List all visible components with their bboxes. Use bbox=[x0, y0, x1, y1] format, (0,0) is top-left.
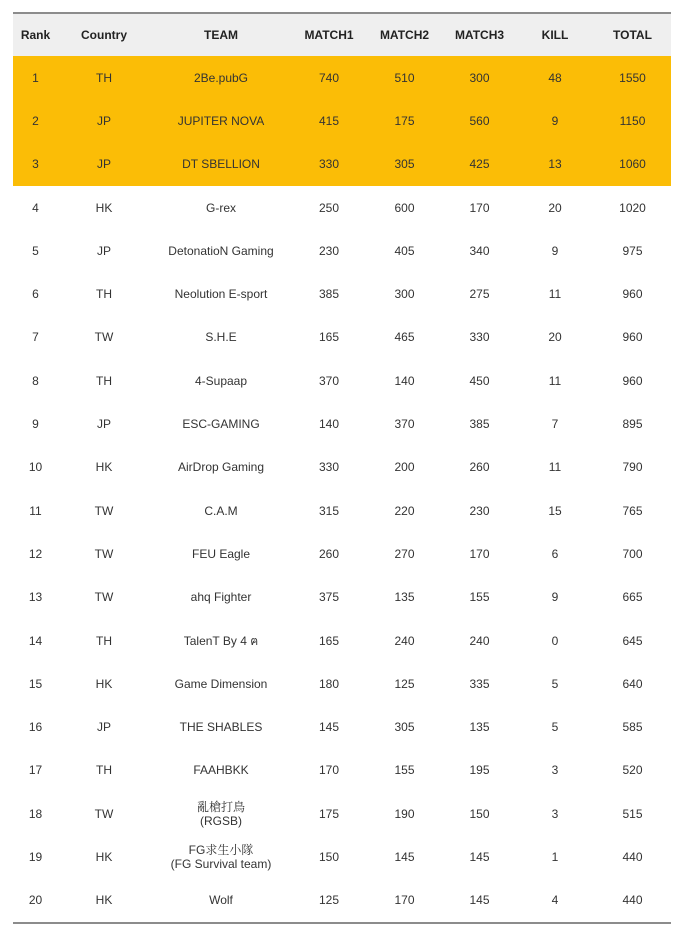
cell-match3: 335 bbox=[469, 676, 490, 691]
cell-match2: 405 bbox=[394, 243, 415, 258]
cell-total: 640 bbox=[622, 676, 643, 691]
table-row bbox=[13, 705, 671, 748]
cell-total: 960 bbox=[622, 287, 643, 302]
cell-match1: 170 bbox=[318, 763, 340, 778]
cell-rank: 16 bbox=[28, 720, 43, 735]
header-total: TOTAL bbox=[613, 28, 652, 42]
cell-rank: 17 bbox=[28, 763, 43, 778]
cell-match2: 170 bbox=[394, 893, 415, 908]
table-row bbox=[13, 489, 671, 532]
cell-total: 585 bbox=[622, 720, 643, 735]
cell-team: Game Dimension bbox=[174, 676, 268, 691]
table-row bbox=[13, 229, 671, 272]
cell-match1: 385 bbox=[318, 287, 340, 302]
cell-rank: 1 bbox=[32, 70, 39, 85]
cell-match1: 330 bbox=[318, 157, 340, 172]
cell-kill: 13 bbox=[548, 157, 562, 172]
cell-team bbox=[150, 835, 292, 878]
table-bottom-rule bbox=[13, 922, 671, 924]
table-row bbox=[13, 272, 671, 315]
cell-match3: 170 bbox=[469, 200, 490, 215]
cell-team: Neolution E-sport bbox=[174, 287, 268, 302]
cell-country: TH bbox=[96, 287, 112, 302]
cell-kill: 11 bbox=[548, 373, 562, 388]
cell-rank: 3 bbox=[32, 157, 39, 172]
team-name-subtitle: (FG Survival team) bbox=[170, 856, 272, 871]
cell-match1: 370 bbox=[318, 373, 340, 388]
cell-country: TW bbox=[94, 806, 114, 821]
cell-team: Wolf bbox=[209, 893, 233, 908]
cell-kill: 9 bbox=[551, 243, 559, 258]
cell-rank: 11 bbox=[29, 503, 42, 518]
cell-total: 1150 bbox=[619, 113, 646, 128]
cell-rank: 19 bbox=[28, 849, 43, 864]
cell-team: JUPITER NOVA bbox=[177, 113, 265, 128]
cell-kill: 1 bbox=[551, 849, 559, 864]
cell-total: 765 bbox=[622, 503, 643, 518]
cell-kill: 3 bbox=[551, 763, 559, 778]
cell-match1: 125 bbox=[318, 893, 340, 908]
cell-match3: 145 bbox=[469, 849, 490, 864]
cell-total: 515 bbox=[622, 806, 643, 821]
cell-match3: 260 bbox=[469, 460, 490, 475]
cell-match2: 510 bbox=[394, 70, 415, 85]
cell-team: FEU Eagle bbox=[191, 546, 251, 561]
cell-kill: 5 bbox=[551, 720, 559, 735]
cell-match3: 230 bbox=[469, 503, 490, 518]
header-kill: KILL bbox=[541, 28, 569, 42]
cell-match1: 175 bbox=[318, 806, 340, 821]
cell-team bbox=[150, 792, 292, 835]
cell-total: 1020 bbox=[619, 200, 646, 215]
cell-rank: 9 bbox=[32, 417, 39, 432]
cell-team: AirDrop Gaming bbox=[177, 460, 265, 475]
cell-match2: 600 bbox=[394, 200, 415, 215]
cell-match2: 305 bbox=[394, 157, 415, 172]
cell-match1: 415 bbox=[318, 113, 340, 128]
cell-total: 665 bbox=[622, 590, 643, 605]
cell-total: 700 bbox=[622, 546, 643, 561]
cell-match2: 370 bbox=[394, 417, 415, 432]
cell-match3: 300 bbox=[469, 70, 490, 85]
cell-country: HK bbox=[95, 893, 113, 908]
cell-kill: 11 bbox=[548, 460, 562, 475]
table-row bbox=[13, 99, 671, 142]
cell-match2: 190 bbox=[394, 806, 415, 821]
cell-country: TH bbox=[96, 373, 112, 388]
table-body bbox=[13, 56, 671, 922]
cell-kill: 6 bbox=[551, 546, 559, 561]
cell-country: JP bbox=[96, 157, 111, 172]
table-row bbox=[13, 792, 671, 835]
table-row bbox=[13, 749, 671, 792]
cell-country: TH bbox=[96, 763, 112, 778]
table-row bbox=[13, 143, 671, 186]
cell-match2: 200 bbox=[394, 460, 415, 475]
table-row bbox=[13, 186, 671, 229]
table-row bbox=[13, 576, 671, 619]
cell-kill: 4 bbox=[551, 893, 559, 908]
table-header-row bbox=[13, 14, 671, 56]
cell-match2: 305 bbox=[394, 720, 415, 735]
cell-country: JP bbox=[96, 243, 111, 258]
cell-total: 1060 bbox=[619, 157, 646, 172]
cell-total: 960 bbox=[622, 373, 643, 388]
table-row bbox=[13, 835, 671, 878]
cell-match2: 465 bbox=[394, 330, 415, 345]
cell-match3: 340 bbox=[469, 243, 490, 258]
table-row bbox=[13, 662, 671, 705]
cell-kill: 7 bbox=[551, 417, 559, 432]
cell-team: ESC-GAMING bbox=[182, 417, 260, 432]
cell-team: FAAHBKK bbox=[193, 763, 249, 778]
cell-match2: 270 bbox=[394, 546, 415, 561]
table-row bbox=[13, 56, 671, 99]
cell-kill: 9 bbox=[551, 590, 559, 605]
team-name: 亂槍打鳥 bbox=[196, 799, 245, 814]
cell-country: HK bbox=[95, 460, 113, 475]
cell-rank: 13 bbox=[28, 590, 43, 605]
table-row bbox=[13, 532, 671, 575]
cell-team: DT SBELLION bbox=[182, 157, 260, 172]
cell-match2: 145 bbox=[394, 849, 415, 864]
cell-match3: 195 bbox=[469, 763, 490, 778]
cell-country: HK bbox=[95, 676, 113, 691]
cell-kill: 20 bbox=[548, 330, 562, 345]
cell-match1: 315 bbox=[318, 503, 340, 518]
cell-country: TW bbox=[94, 546, 114, 561]
cell-total: 790 bbox=[622, 460, 643, 475]
cell-rank: 12 bbox=[28, 546, 43, 561]
cell-kill: 5 bbox=[551, 676, 559, 691]
cell-match1: 150 bbox=[318, 849, 340, 864]
cell-country: TH bbox=[96, 70, 112, 85]
cell-match1: 145 bbox=[318, 720, 340, 735]
cell-total: 520 bbox=[622, 763, 643, 778]
cell-total: 1550 bbox=[619, 70, 646, 85]
cell-match2: 155 bbox=[394, 763, 415, 778]
cell-team: ahq Fighter bbox=[190, 590, 252, 605]
cell-match1: 330 bbox=[318, 460, 340, 475]
cell-rank: 4 bbox=[32, 200, 39, 215]
table-row bbox=[13, 402, 671, 445]
cell-kill: 15 bbox=[548, 503, 562, 518]
cell-country: JP bbox=[96, 417, 111, 432]
cell-team: 4-Supaap bbox=[194, 373, 248, 388]
cell-country: TH bbox=[96, 633, 112, 648]
cell-rank: 7 bbox=[32, 330, 39, 345]
table-row bbox=[13, 619, 671, 662]
cell-match3: 425 bbox=[469, 157, 490, 172]
cell-team: 2Be.pubG bbox=[193, 70, 249, 85]
cell-country: HK bbox=[95, 849, 113, 864]
cell-match1: 140 bbox=[318, 417, 340, 432]
table-row bbox=[13, 359, 671, 402]
cell-match3: 560 bbox=[469, 113, 490, 128]
cell-rank: 14 bbox=[28, 633, 43, 648]
header-match2: MATCH2 bbox=[379, 28, 430, 42]
cell-match2: 135 bbox=[394, 590, 415, 605]
cell-country: TW bbox=[94, 503, 114, 518]
header-country: Country bbox=[81, 28, 127, 42]
cell-match2: 125 bbox=[394, 676, 415, 691]
cell-rank: 2 bbox=[32, 113, 39, 128]
cell-rank: 20 bbox=[28, 893, 43, 908]
cell-team: S.H.E bbox=[205, 330, 237, 345]
cell-match2: 300 bbox=[394, 287, 415, 302]
cell-kill: 9 bbox=[551, 113, 559, 128]
cell-kill: 20 bbox=[548, 200, 562, 215]
cell-match3: 145 bbox=[469, 893, 490, 908]
cell-rank: 8 bbox=[32, 373, 39, 388]
cell-match3: 240 bbox=[469, 633, 490, 648]
cell-team: TalenT By 4 ฅ bbox=[183, 633, 259, 648]
cell-match3: 150 bbox=[469, 806, 490, 821]
cell-team: DetonatioN Gaming bbox=[168, 243, 274, 258]
cell-match3: 450 bbox=[469, 373, 490, 388]
cell-match3: 155 bbox=[469, 590, 490, 605]
table-row bbox=[13, 879, 671, 922]
cell-match1: 165 bbox=[318, 633, 340, 648]
cell-kill: 0 bbox=[551, 633, 559, 648]
cell-team: C.A.M bbox=[204, 503, 238, 518]
cell-country: HK bbox=[95, 200, 113, 215]
cell-kill: 11 bbox=[548, 287, 562, 302]
cell-match1: 375 bbox=[318, 590, 340, 605]
cell-rank: 15 bbox=[28, 676, 43, 691]
cell-kill: 3 bbox=[551, 806, 559, 821]
cell-country: TW bbox=[94, 590, 114, 605]
header-match3: MATCH3 bbox=[454, 28, 505, 42]
cell-rank: 18 bbox=[28, 806, 43, 821]
cell-team: THE SHABLES bbox=[179, 720, 263, 735]
cell-total: 645 bbox=[622, 633, 643, 648]
cell-country: JP bbox=[96, 113, 111, 128]
team-name: FG求生小隊 bbox=[188, 842, 254, 857]
cell-country: JP bbox=[96, 720, 111, 735]
cell-match1: 260 bbox=[318, 546, 340, 561]
table-row bbox=[13, 446, 671, 489]
cell-match3: 330 bbox=[469, 330, 490, 345]
cell-match2: 240 bbox=[394, 633, 415, 648]
header-rank: Rank bbox=[20, 28, 51, 42]
cell-match2: 140 bbox=[394, 373, 415, 388]
results-table-container bbox=[13, 12, 671, 924]
header-match1: MATCH1 bbox=[304, 28, 354, 42]
cell-match1: 230 bbox=[318, 243, 340, 258]
cell-rank: 5 bbox=[32, 243, 39, 258]
cell-total: 440 bbox=[622, 849, 643, 864]
cell-match1: 165 bbox=[318, 330, 340, 345]
cell-total: 440 bbox=[622, 893, 643, 908]
cell-country: TW bbox=[94, 330, 114, 345]
cell-match3: 135 bbox=[469, 720, 490, 735]
cell-match2: 220 bbox=[394, 503, 415, 518]
cell-kill: 48 bbox=[548, 70, 562, 85]
cell-total: 895 bbox=[622, 417, 643, 432]
cell-match1: 740 bbox=[318, 70, 340, 85]
cell-match2: 175 bbox=[394, 113, 415, 128]
cell-match3: 170 bbox=[469, 546, 490, 561]
team-name-subtitle: (RGSB) bbox=[200, 813, 242, 828]
cell-match3: 385 bbox=[469, 417, 490, 432]
cell-total: 975 bbox=[622, 243, 643, 258]
cell-match3: 275 bbox=[469, 287, 490, 302]
cell-team: G-rex bbox=[206, 200, 236, 215]
cell-rank: 10 bbox=[28, 460, 43, 475]
cell-rank: 6 bbox=[32, 287, 39, 302]
table-row bbox=[13, 316, 671, 359]
results-table bbox=[13, 14, 671, 922]
cell-match1: 180 bbox=[318, 676, 340, 691]
header-team: TEAM bbox=[204, 28, 238, 42]
cell-match1: 250 bbox=[318, 200, 340, 215]
cell-total: 960 bbox=[622, 330, 643, 345]
